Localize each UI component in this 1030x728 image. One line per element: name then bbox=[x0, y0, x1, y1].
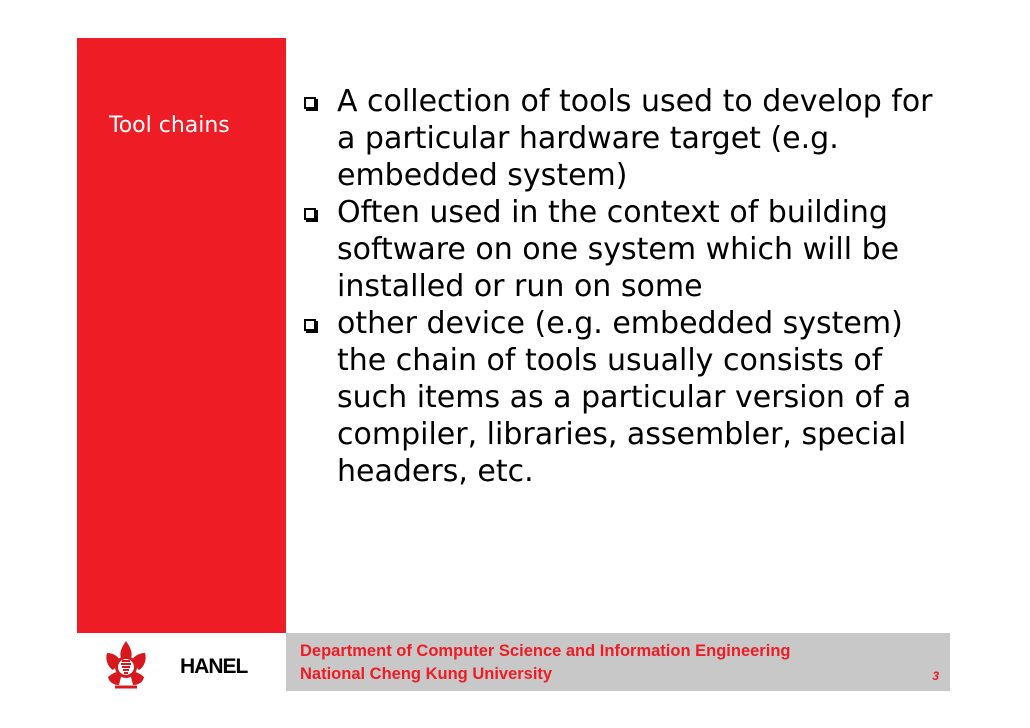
square-bullet-icon bbox=[304, 208, 316, 220]
bullet-list bbox=[294, 83, 934, 490]
footer-university: National Cheng Kung University bbox=[300, 665, 553, 683]
bullet-text: A collection of tools used to develop for a particular hardware target (e.g. embedded system) bbox=[337, 84, 933, 193]
page-number: 3 bbox=[932, 669, 939, 683]
ncku-emblem-icon bbox=[100, 640, 152, 690]
footer-department: Department of Computer Science and Information Engineering bbox=[300, 642, 791, 660]
bullet-text: Often used in the context of building software on one system which will be installed or run on some bbox=[337, 195, 900, 304]
bullet-text: other device (e.g. embedded system) the chain of tools usually consists of such items as a particular version of a compiler, libraries, assembler, special headers, etc. bbox=[337, 306, 912, 489]
square-bullet-icon bbox=[304, 319, 316, 331]
bullet-item bbox=[294, 83, 934, 194]
hanel-logo: HANEL bbox=[180, 655, 248, 678]
bullet-item bbox=[294, 305, 934, 490]
footer-institution bbox=[300, 640, 950, 686]
section-title: Tool chains bbox=[109, 113, 230, 138]
bullet-item bbox=[294, 194, 934, 305]
square-bullet-icon bbox=[304, 97, 316, 109]
